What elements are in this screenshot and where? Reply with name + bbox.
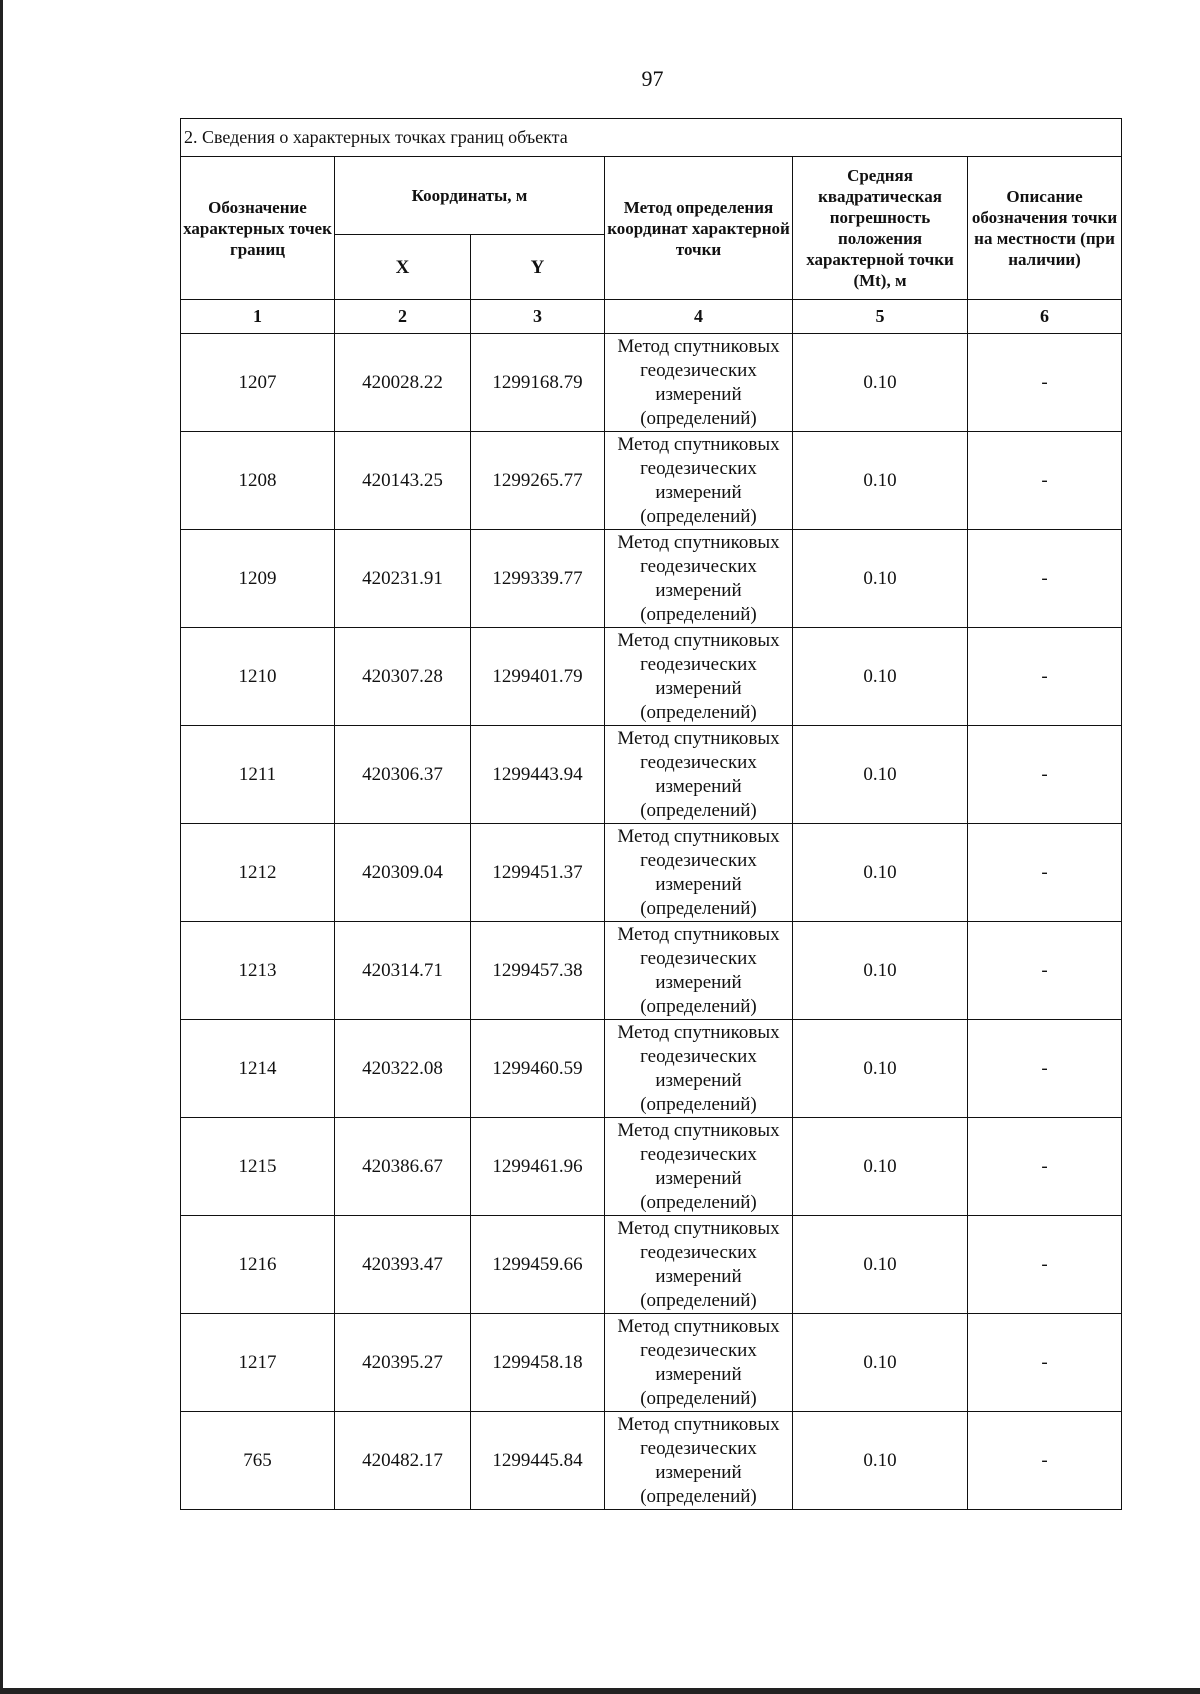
point-designation-cell: 1211 <box>181 726 335 824</box>
accuracy-cell: 0.10 <box>793 726 968 824</box>
y-coordinate-cell: 1299339.77 <box>471 530 605 628</box>
points-table-body <box>181 334 1122 1510</box>
header-method: Метод определения координат характерной точки <box>605 157 793 300</box>
point-designation-cell: 1207 <box>181 334 335 432</box>
header-description: Описание обозначения точки на местности (при наличии) <box>968 157 1122 300</box>
description-cell: - <box>968 1118 1122 1216</box>
method-cell: Метод спутниковых геодезических измерений (определений) <box>605 628 793 726</box>
accuracy-cell: 0.10 <box>793 530 968 628</box>
y-coordinate-cell: 1299459.66 <box>471 1216 605 1314</box>
accuracy-cell: 0.10 <box>793 334 968 432</box>
description-cell: - <box>968 1314 1122 1412</box>
point-designation-cell: 1213 <box>181 922 335 1020</box>
column-number-3: 3 <box>471 300 605 334</box>
x-coordinate-cell: 420309.04 <box>335 824 471 922</box>
x-coordinate-cell: 420322.08 <box>335 1020 471 1118</box>
table-row <box>181 1216 1122 1314</box>
method-cell: Метод спутниковых геодезических измерений (определений) <box>605 1020 793 1118</box>
y-coordinate-cell: 1299265.77 <box>471 432 605 530</box>
table-row <box>181 432 1122 530</box>
table-row <box>181 1412 1122 1510</box>
y-coordinate-cell: 1299457.38 <box>471 922 605 1020</box>
accuracy-cell: 0.10 <box>793 1412 968 1510</box>
accuracy-cell: 0.10 <box>793 1020 968 1118</box>
point-designation-cell: 1214 <box>181 1020 335 1118</box>
accuracy-cell: 0.10 <box>793 1118 968 1216</box>
y-coordinate-cell: 1299460.59 <box>471 1020 605 1118</box>
accuracy-cell: 0.10 <box>793 432 968 530</box>
table-row <box>181 1020 1122 1118</box>
scan-border-bottom <box>0 1688 1200 1694</box>
description-cell: - <box>968 922 1122 1020</box>
table-row <box>181 1118 1122 1216</box>
x-coordinate-cell: 420386.67 <box>335 1118 471 1216</box>
column-number-5: 5 <box>793 300 968 334</box>
point-designation-cell: 1210 <box>181 628 335 726</box>
x-coordinate-cell: 420231.91 <box>335 530 471 628</box>
description-cell: - <box>968 726 1122 824</box>
x-coordinate-cell: 420482.17 <box>335 1412 471 1510</box>
x-coordinate-cell: 420306.37 <box>335 726 471 824</box>
accuracy-cell: 0.10 <box>793 922 968 1020</box>
x-coordinate-cell: 420028.22 <box>335 334 471 432</box>
x-coordinate-cell: 420393.47 <box>335 1216 471 1314</box>
method-cell: Метод спутниковых геодезических измерений (определений) <box>605 824 793 922</box>
table-row <box>181 726 1122 824</box>
point-designation-cell: 1217 <box>181 1314 335 1412</box>
point-designation-cell: 1216 <box>181 1216 335 1314</box>
point-designation-cell: 1208 <box>181 432 335 530</box>
accuracy-cell: 0.10 <box>793 824 968 922</box>
column-number-1: 1 <box>181 300 335 334</box>
header-designation: Обозначение характерных точек границ <box>181 157 335 300</box>
characteristic-points-table <box>180 118 1122 1510</box>
description-cell: - <box>968 628 1122 726</box>
method-cell: Метод спутниковых геодезических измерений (определений) <box>605 726 793 824</box>
table-row <box>181 824 1122 922</box>
method-cell: Метод спутниковых геодезических измерений (определений) <box>605 334 793 432</box>
page-number: 97 <box>641 66 664 91</box>
x-coordinate-cell: 420143.25 <box>335 432 471 530</box>
description-cell: - <box>968 530 1122 628</box>
y-coordinate-cell: 1299451.37 <box>471 824 605 922</box>
column-number-4: 4 <box>605 300 793 334</box>
y-coordinate-cell: 1299458.18 <box>471 1314 605 1412</box>
method-cell: Метод спутниковых геодезических измерений (определений) <box>605 530 793 628</box>
y-coordinate-cell: 1299168.79 <box>471 334 605 432</box>
y-coordinate-cell: 1299401.79 <box>471 628 605 726</box>
column-number-6: 6 <box>968 300 1122 334</box>
point-designation-cell: 1212 <box>181 824 335 922</box>
point-designation-cell: 765 <box>181 1412 335 1510</box>
header-accuracy: Средняя квадратическая погрешность положения характерной точки (Mt), м <box>793 157 968 300</box>
header-coordinates: Координаты, м <box>335 157 605 235</box>
method-cell: Метод спутниковых геодезических измерений (определений) <box>605 1412 793 1510</box>
table-row <box>181 1314 1122 1412</box>
header-x: X <box>335 235 471 300</box>
method-cell: Метод спутниковых геодезических измерений (определений) <box>605 922 793 1020</box>
y-coordinate-cell: 1299445.84 <box>471 1412 605 1510</box>
description-cell: - <box>968 432 1122 530</box>
header-y: Y <box>471 235 605 300</box>
description-cell: - <box>968 1020 1122 1118</box>
column-number-2: 2 <box>335 300 471 334</box>
table-row <box>181 628 1122 726</box>
description-cell: - <box>968 334 1122 432</box>
y-coordinate-cell: 1299443.94 <box>471 726 605 824</box>
description-cell: - <box>968 824 1122 922</box>
x-coordinate-cell: 420314.71 <box>335 922 471 1020</box>
y-coordinate-cell: 1299461.96 <box>471 1118 605 1216</box>
section-title: 2. Сведения о характерных точках границ объекта <box>181 119 1122 157</box>
table-row <box>181 334 1122 432</box>
point-designation-cell: 1215 <box>181 1118 335 1216</box>
point-designation-cell: 1209 <box>181 530 335 628</box>
description-cell: - <box>968 1412 1122 1510</box>
x-coordinate-cell: 420307.28 <box>335 628 471 726</box>
x-coordinate-cell: 420395.27 <box>335 1314 471 1412</box>
table-row <box>181 922 1122 1020</box>
method-cell: Метод спутниковых геодезических измерений (определений) <box>605 1118 793 1216</box>
scan-border-left <box>0 0 3 1694</box>
description-cell: - <box>968 1216 1122 1314</box>
accuracy-cell: 0.10 <box>793 628 968 726</box>
method-cell: Метод спутниковых геодезических измерений (определений) <box>605 1216 793 1314</box>
accuracy-cell: 0.10 <box>793 1216 968 1314</box>
method-cell: Метод спутниковых геодезических измерений (определений) <box>605 1314 793 1412</box>
accuracy-cell: 0.10 <box>793 1314 968 1412</box>
table-row <box>181 530 1122 628</box>
method-cell: Метод спутниковых геодезических измерений (определений) <box>605 432 793 530</box>
